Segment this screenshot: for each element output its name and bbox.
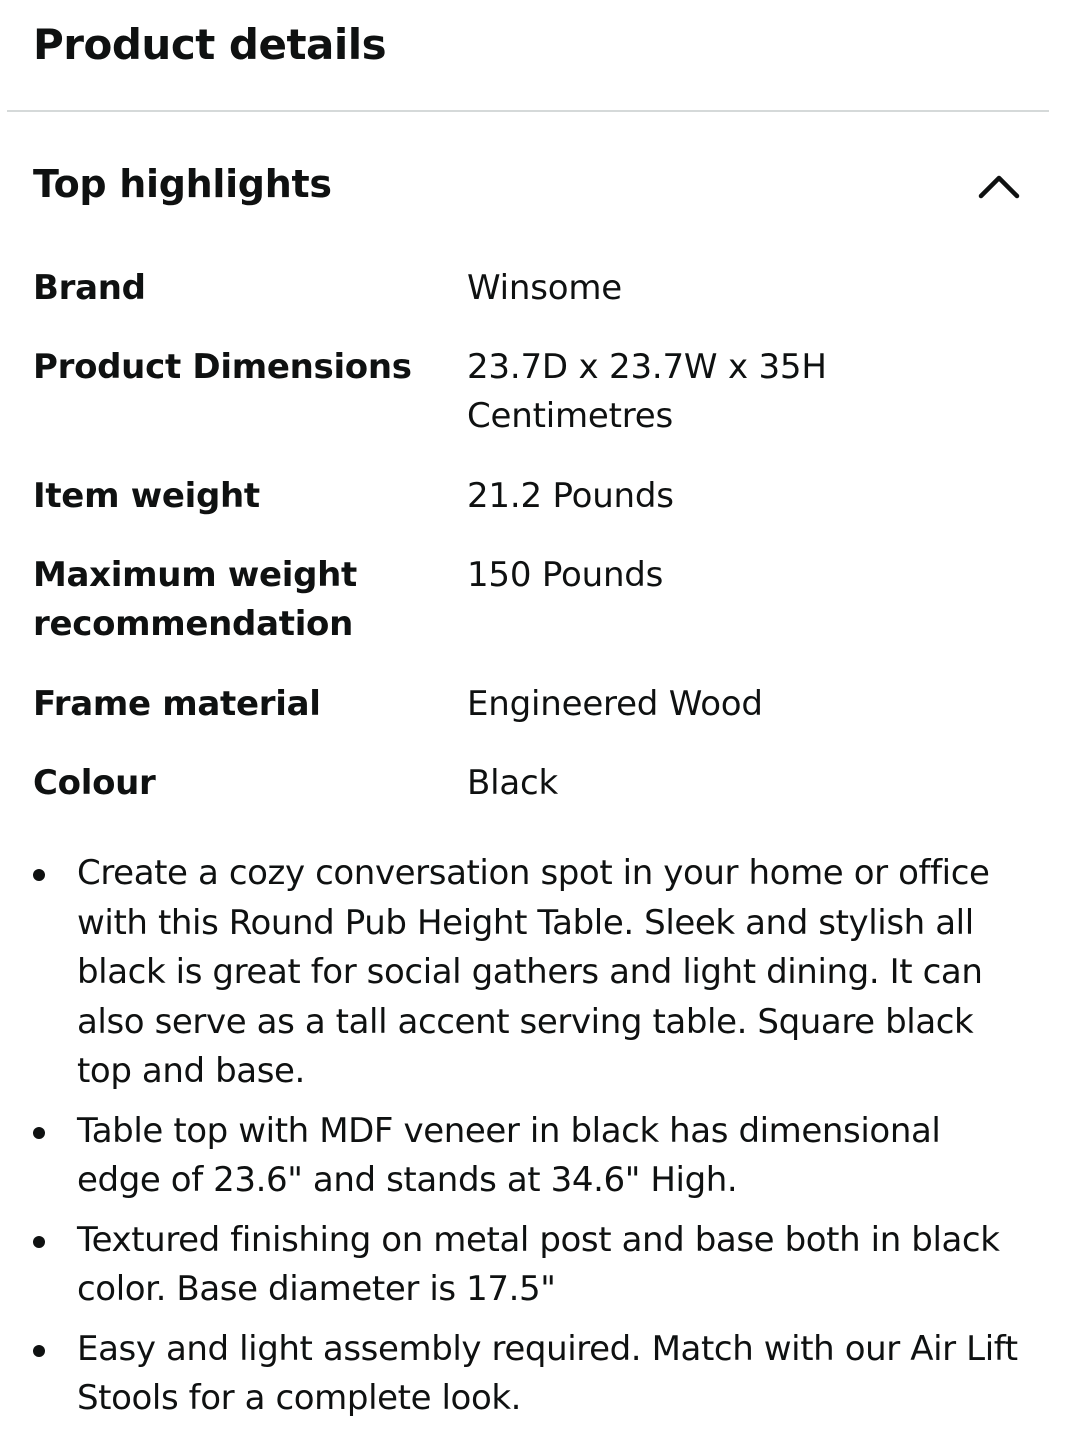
list-item [0,1325,1067,1424]
spec-label: Product Dimensions [33,347,412,387]
spec-value: 150 Pounds [467,555,664,595]
spec-value: Engineered Wood [467,684,763,724]
spec-label: Maximum weight recommendation [33,555,357,644]
bullet-icon [33,1345,45,1357]
spec-value: 23.7D x 23.7W x 35H Centimetres [467,347,827,436]
feature-bullet-list [0,849,1067,1434]
spec-label: Frame material [33,684,321,724]
chevron-up-icon [970,156,1028,206]
bullet-icon [33,869,45,881]
bullet-icon [33,1127,45,1139]
bullet-text: Create a cozy conversation spot in your home or office with this Round Pub Height Table. Sleek and stylish all black is great for social gathers and light dining. It can also serve as a tall accent serving table. Square black top and base. [77,853,990,1091]
bullet-text: Textured finishing on metal post and base both in black color. Base diameter is 17.5" [77,1219,1000,1309]
bullet-text: Table top with MDF veneer in black has dimensional edge of 23.6" and stands at 34.6" High. [77,1110,941,1200]
header-divider [7,110,1049,112]
page-title: Product details [33,20,387,69]
spec-value: 21.2 Pounds [467,476,674,516]
bullet-icon [33,1236,45,1248]
top-highlights-header[interactable] [0,150,1067,230]
list-item [0,1107,1067,1206]
spec-label: Colour [33,763,156,803]
collapse-toggle-button[interactable] [970,156,1028,206]
spec-value: Black [467,763,558,803]
bullet-text: Easy and light assembly required. Match with our Air Lift Stools for a complete look. [77,1328,1018,1418]
spec-label: Brand [33,268,146,308]
section-title: Top highlights [33,162,332,206]
spec-label: Item weight [33,476,260,516]
list-item [0,849,1067,1097]
spec-value: Winsome [467,268,623,308]
list-item [0,1216,1067,1315]
